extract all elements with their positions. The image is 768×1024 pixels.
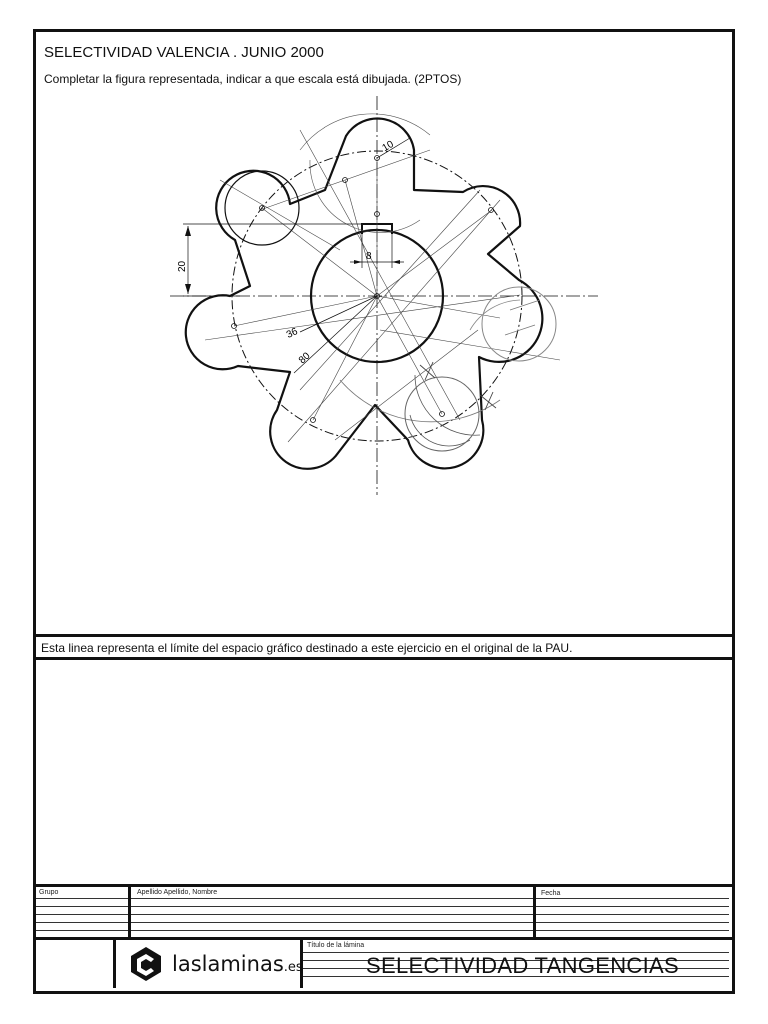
nombre-rule — [131, 898, 533, 899]
grupo-rule — [36, 906, 128, 907]
limit-line-bottom — [33, 657, 732, 660]
nombre-label: Apellido Apellido, Nombre — [137, 889, 218, 896]
brand-name — [172, 952, 303, 976]
brand-name-main: laslaminas — [172, 952, 284, 976]
fecha-label: Fecha — [541, 890, 561, 897]
dim-8-label: 8 — [366, 251, 372, 262]
fecha-rule — [536, 898, 729, 899]
brand-suffix: .es — [283, 960, 303, 975]
title-block-top-line — [33, 884, 732, 887]
nombre-rule — [131, 922, 533, 923]
logo-left-divider — [113, 937, 116, 988]
grupo-rule — [36, 930, 128, 931]
title-block-mid-line — [33, 937, 732, 940]
titulo-label: Título de la lámina — [307, 942, 367, 949]
grupo-rule — [36, 898, 128, 899]
exam-title: SELECTIVIDAD VALENCIA . JUNIO 2000 — [44, 44, 324, 61]
dim-20-label: 20 — [177, 260, 188, 272]
limit-note: Esta linea representa el límite del espacio gráfico destinado a este ejercicio en el original de la PAU. — [41, 641, 573, 655]
dim-80-label: 80 — [296, 350, 313, 367]
grupo-label: Grupo — [39, 889, 59, 896]
grupo-rule — [36, 914, 128, 915]
exam-instruction: Completar la figura representada, indicar a que escala está dibujada. (2PTOS) — [44, 72, 462, 86]
nombre-rule — [131, 914, 533, 915]
sheet-title: SELECTIVIDAD TANGENCIAS — [366, 953, 679, 978]
nombre-rule — [131, 930, 533, 931]
fecha-rule — [536, 922, 729, 923]
fecha-rule — [536, 930, 729, 931]
dim-36-label: 36 — [284, 326, 300, 341]
dim-10-label: 10 — [380, 138, 396, 155]
grupo-rule — [36, 922, 128, 923]
fecha-rule — [536, 914, 729, 915]
nombre-rule — [131, 906, 533, 907]
fecha-rule — [536, 906, 729, 907]
laslaminas-logo-icon — [127, 945, 165, 983]
grupo-divider — [128, 884, 131, 940]
fecha-divider — [533, 884, 536, 940]
